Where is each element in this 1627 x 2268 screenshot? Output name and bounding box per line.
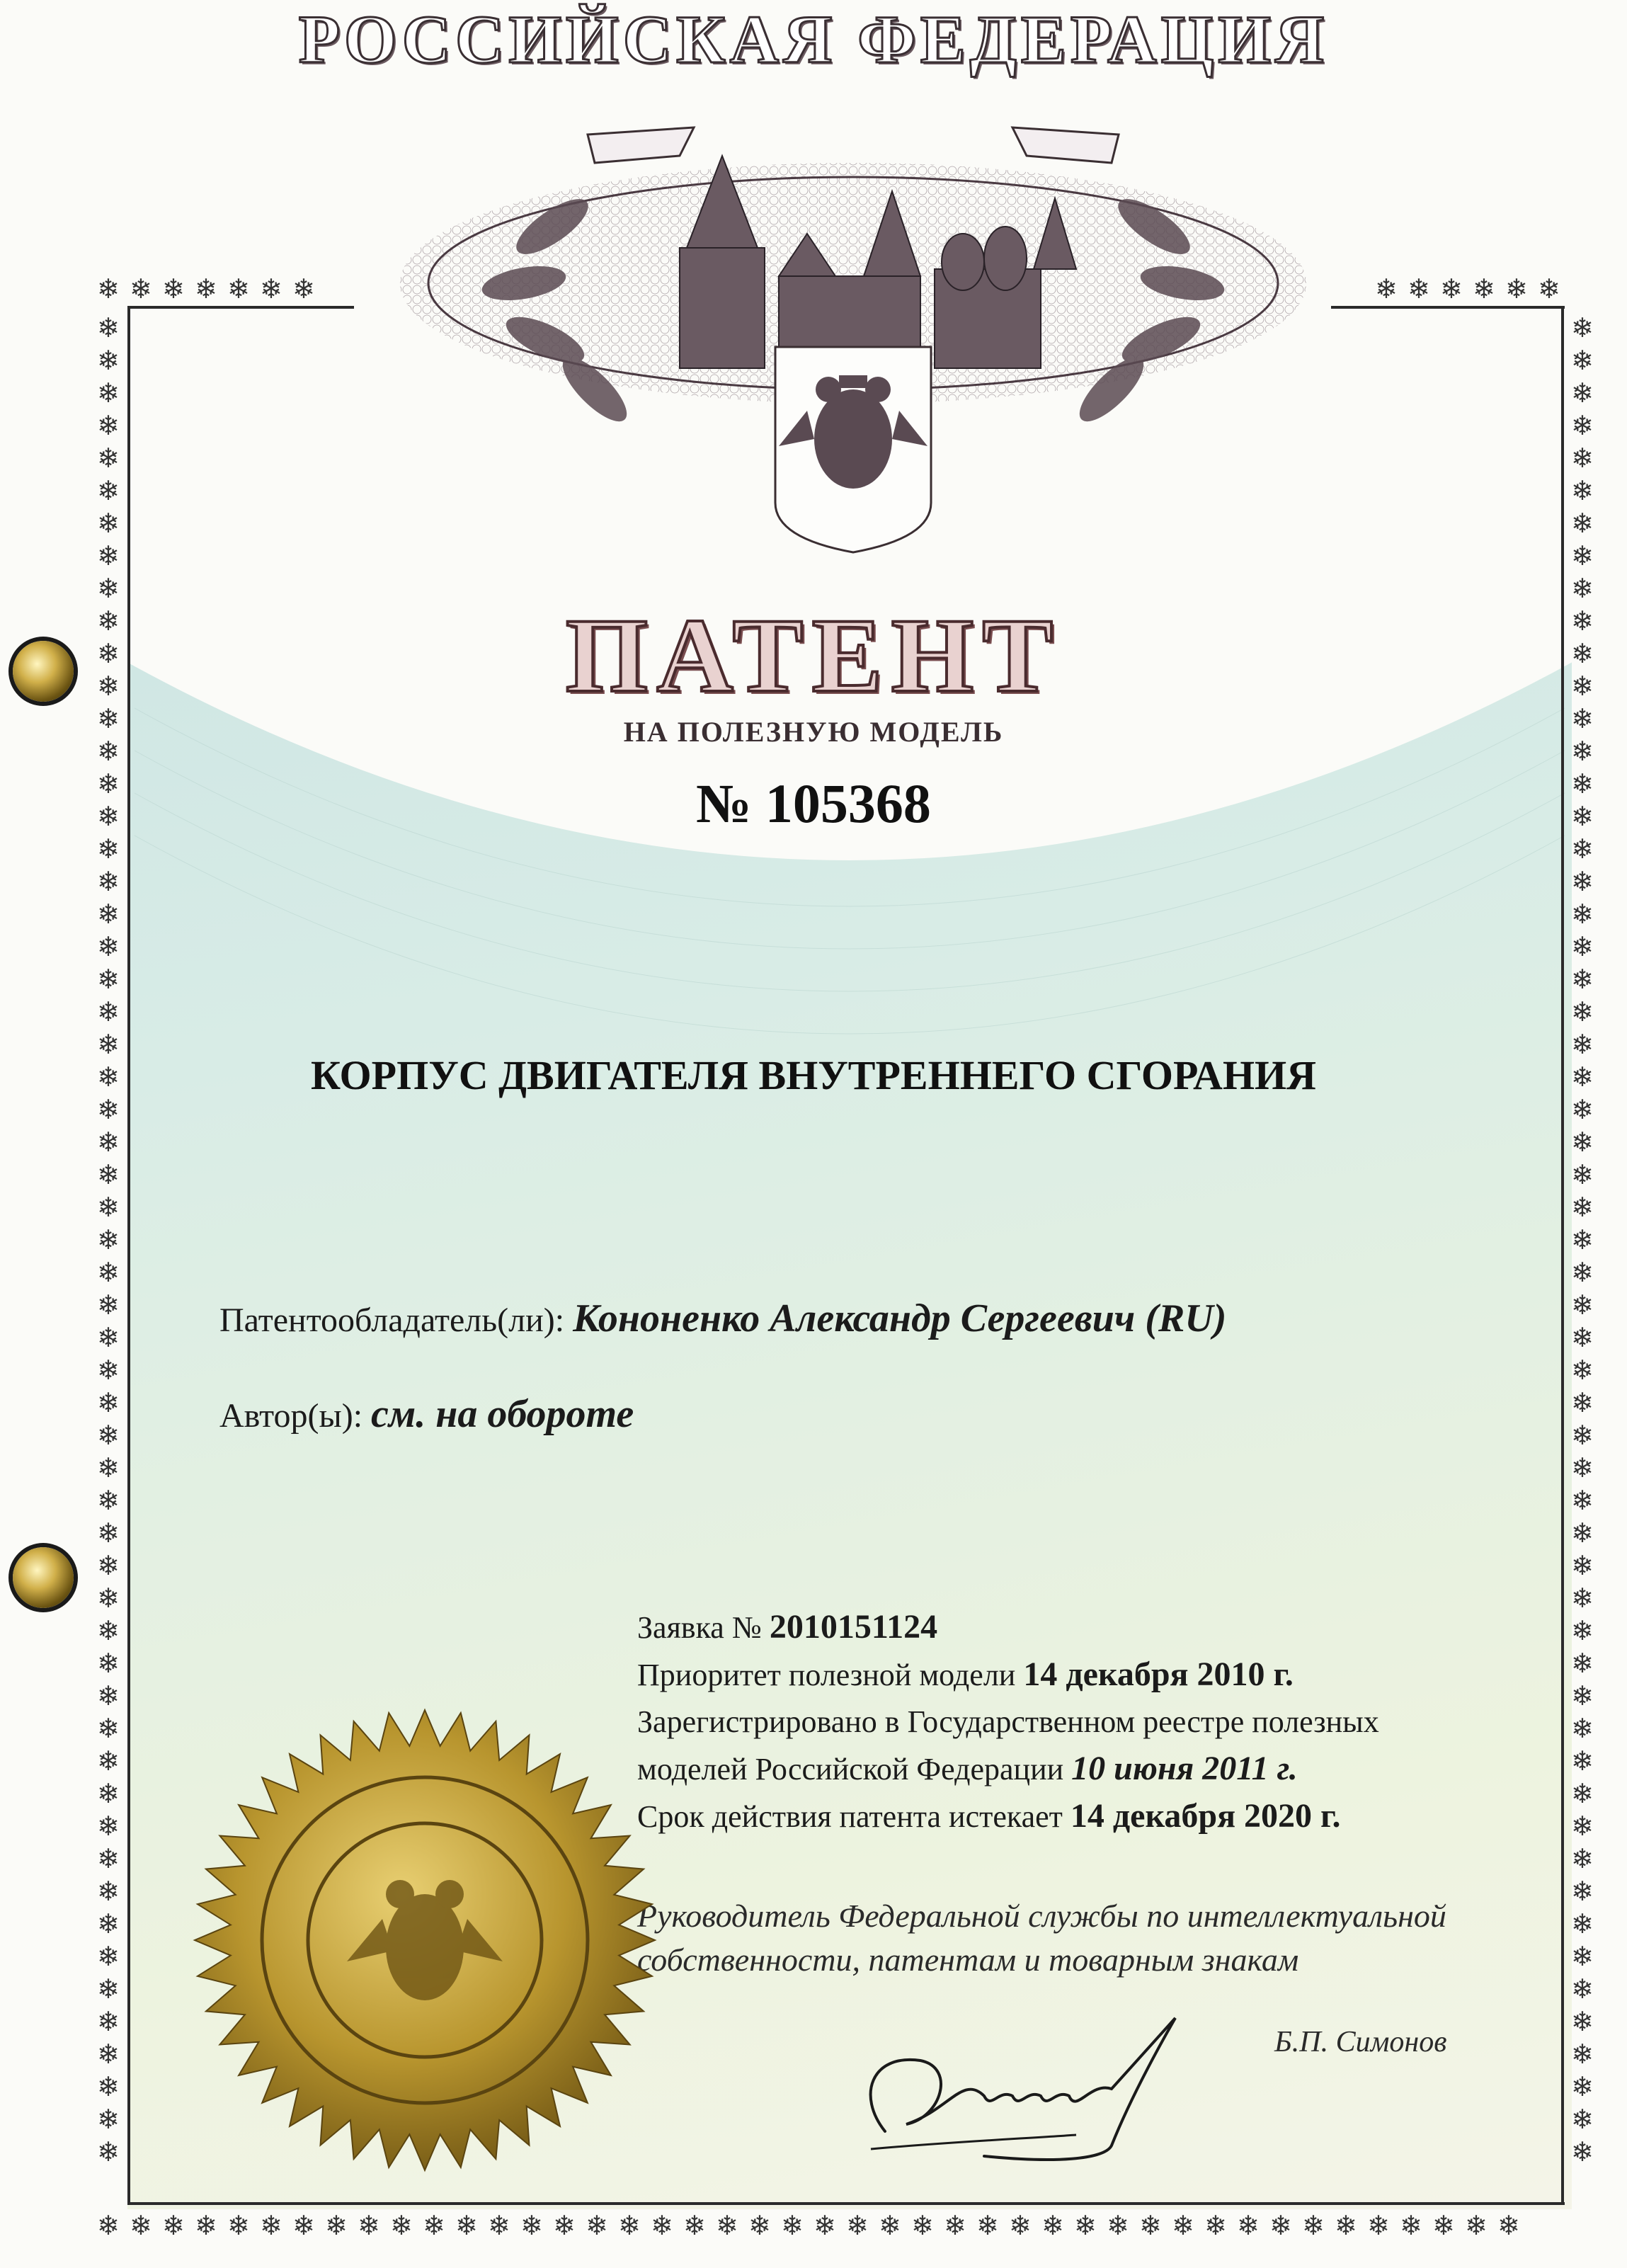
gold-seal-icon (191, 1706, 658, 2174)
snowflake-ornament-icon: ❄ (97, 273, 120, 304)
snowflake-ornament-icon: ❄ (1505, 273, 1528, 304)
snowflake-ornament-icon: ❄ (1571, 605, 1594, 637)
snowflake-ornament-icon: ❄ (390, 2210, 413, 2241)
snowflake-ornament-icon: ❄ (1571, 1355, 1594, 1386)
snowflake-ornament-icon: ❄ (1571, 1289, 1594, 1321)
snowflake-ornament-icon: ❄ (227, 2210, 250, 2241)
snowflake-ornament-icon: ❄ (586, 2210, 608, 2241)
snowflake-ornament-icon: ❄ (748, 2210, 771, 2241)
snowflake-ornament-icon: ❄ (488, 2210, 510, 2241)
snowflake-ornament-icon: ❄ (716, 2210, 738, 2241)
snowflake-ornament-icon: ❄ (97, 1648, 120, 1679)
author-value: см. на обороте (371, 1392, 634, 1436)
snowflake-ornament-icon: ❄ (97, 1224, 120, 1255)
snowflake-ornament-icon: ❄ (97, 671, 120, 702)
snowflake-ornament-icon: ❄ (1571, 1876, 1594, 1907)
snowflake-ornament-icon: ❄ (195, 273, 217, 304)
snowflake-ornament-icon: ❄ (97, 540, 120, 571)
snowflake-ornament-icon: ❄ (1571, 508, 1594, 539)
snowflake-ornament-icon: ❄ (97, 1615, 120, 1646)
snowflake-ornament-icon: ❄ (1041, 2210, 1064, 2241)
snowflake-ornament-icon: ❄ (292, 273, 315, 304)
snowflake-ornament-icon: ❄ (1571, 964, 1594, 995)
holder-value: Кононенко Александр Сергеевич (RU) (573, 1297, 1227, 1340)
snowflake-ornament-icon: ❄ (162, 273, 185, 304)
registered-line-1: Зарегистрировано в Государственном реестре полезных (637, 1704, 1379, 1739)
author-line (219, 1391, 634, 1437)
snowflake-ornament-icon: ❄ (1302, 2210, 1325, 2241)
holder-line (219, 1296, 1226, 1341)
snowflake-ornament-icon: ❄ (97, 1485, 120, 1516)
snowflake-ornament-icon: ❄ (97, 1061, 120, 1093)
snowflake-ornament-icon: ❄ (97, 1778, 120, 1809)
snowflake-ornament-icon: ❄ (1571, 573, 1594, 604)
signatory-title-line-1: Руководитель Федеральной службы по интеллектуальной (637, 1898, 1446, 1934)
patent-number: № 105368 (696, 773, 931, 834)
snowflake-ornament-icon: ❄ (97, 410, 120, 441)
snowflake-ornament-icon: ❄ (97, 736, 120, 767)
registered-label: моделей Российской Федерации (637, 1752, 1064, 1787)
snowflake-ornament-icon: ❄ (97, 377, 120, 409)
snowflake-ornament-icon: ❄ (97, 866, 120, 897)
snowflake-ornament-icon: ❄ (97, 2210, 120, 2241)
priority-line (637, 1651, 1379, 1699)
snowflake-ornament-icon: ❄ (1473, 273, 1495, 304)
snowflake-ornament-icon: ❄ (1571, 1224, 1594, 1255)
snowflake-ornament-icon: ❄ (1571, 2136, 1594, 2167)
snowflake-ornament-icon: ❄ (130, 273, 152, 304)
patent-title: ПАТЕНТ (565, 597, 1062, 714)
snowflake-ornament-icon: ❄ (1172, 2210, 1194, 2241)
snowflake-ornament-icon: ❄ (97, 1745, 120, 1777)
snowflake-ornament-icon: ❄ (1408, 273, 1430, 304)
snowflake-ornament-icon: ❄ (97, 1973, 120, 2005)
snowflake-ornament-icon: ❄ (97, 2071, 120, 2102)
priority-value: 14 декабря 2010 г. (1023, 1656, 1294, 1693)
snowflake-ornament-icon: ❄ (1571, 475, 1594, 506)
snowflake-ornament-icon: ❄ (1571, 540, 1594, 571)
snowflake-ornament-icon: ❄ (1571, 1973, 1594, 2005)
snowflake-ornament-icon: ❄ (292, 2210, 315, 2241)
snowflake-ornament-icon: ❄ (1571, 768, 1594, 799)
snowflake-ornament-icon: ❄ (1571, 1583, 1594, 1614)
border-line-right (1561, 306, 1564, 2204)
snowflake-ornament-icon: ❄ (781, 2210, 804, 2241)
snowflake-ornament-icon: ❄ (97, 475, 120, 506)
patent-subtitle: НА ПОЛЕЗНУЮ МОДЕЛЬ (623, 716, 1004, 748)
snowflake-ornament-icon: ❄ (260, 273, 282, 304)
snowflake-ornament-icon: ❄ (97, 1583, 120, 1614)
expiry-value: 14 декабря 2020 г. (1070, 1797, 1341, 1835)
expiry-line (637, 1793, 1379, 1840)
snowflake-ornament-icon: ❄ (1571, 1941, 1594, 1972)
snowflake-ornament-icon: ❄ (1571, 2104, 1594, 2135)
snowflake-ornament-icon: ❄ (1571, 2006, 1594, 2037)
snowflake-ornament-icon: ❄ (1571, 1615, 1594, 1646)
snowflake-ornament-icon: ❄ (1375, 273, 1398, 304)
snowflake-ornament-icon: ❄ (814, 2210, 836, 2241)
kremlin-wreath-emblem-icon (382, 106, 1324, 559)
snowflake-ornament-icon: ❄ (97, 931, 120, 962)
snowflake-ornament-icon: ❄ (1571, 410, 1594, 441)
snowflake-ornament-icon: ❄ (97, 2006, 120, 2037)
snowflake-ornament-icon: ❄ (911, 2210, 934, 2241)
snowflake-ornament-icon: ❄ (846, 2210, 869, 2241)
snowflake-ornament-icon: ❄ (1571, 1452, 1594, 1483)
snowflake-ornament-icon: ❄ (879, 2210, 901, 2241)
snowflake-ornament-icon: ❄ (520, 2210, 543, 2241)
snowflake-ornament-icon: ❄ (97, 703, 120, 734)
snowflake-ornament-icon: ❄ (1571, 736, 1594, 767)
snowflake-ornament-icon: ❄ (97, 1876, 120, 1907)
snowflake-ornament-icon: ❄ (1571, 2039, 1594, 2070)
snowflake-ornament-icon: ❄ (1465, 2210, 1488, 2241)
snowflake-ornament-icon: ❄ (1571, 1192, 1594, 1223)
snowflake-ornament-icon: ❄ (97, 1843, 120, 1874)
snowflake-ornament-icon: ❄ (97, 1322, 120, 1353)
snowflake-ornament-icon: ❄ (97, 1127, 120, 1158)
snowflake-ornament-icon: ❄ (97, 899, 120, 930)
signatory-name: Б.П. Симонов (1274, 2026, 1447, 2058)
snowflake-ornament-icon: ❄ (1571, 1127, 1594, 1158)
snowflake-ornament-icon: ❄ (618, 2210, 641, 2241)
snowflake-ornament-icon: ❄ (1571, 312, 1594, 343)
snowflake-ornament-icon: ❄ (1571, 899, 1594, 930)
snowflake-ornament-icon: ❄ (1571, 866, 1594, 897)
snowflake-ornament-icon: ❄ (1571, 703, 1594, 734)
border-line-top-right (1331, 306, 1565, 309)
border-line-top-left (127, 306, 354, 309)
border-top-right (1370, 273, 1565, 305)
snowflake-ornament-icon: ❄ (97, 605, 120, 637)
snowflake-ornament-icon: ❄ (944, 2210, 966, 2241)
handwritten-signature-icon (843, 1990, 1211, 2174)
snowflake-ornament-icon: ❄ (97, 1289, 120, 1321)
snowflake-ornament-icon: ❄ (455, 2210, 478, 2241)
snowflake-ornament-icon: ❄ (97, 1192, 120, 1223)
snowflake-ornament-icon: ❄ (97, 1517, 120, 1549)
snowflake-ornament-icon: ❄ (97, 1159, 120, 1190)
border-line-left (127, 306, 130, 2204)
snowflake-ornament-icon: ❄ (1497, 2210, 1520, 2241)
country-heading: РОССИЙСКАЯ ФЕДЕРАЦИЯ (298, 1, 1329, 77)
snowflake-ornament-icon: ❄ (1571, 1811, 1594, 1842)
registration-block (637, 1604, 1379, 1840)
registered-value: 10 июня 2011 г. (1071, 1750, 1298, 1787)
holder-label: Патентообладатель(ли): (219, 1301, 565, 1339)
binder-hole-icon (13, 1547, 74, 1608)
snowflake-ornament-icon: ❄ (97, 1680, 120, 1711)
snowflake-ornament-icon: ❄ (423, 2210, 445, 2241)
border-line-bottom (127, 2202, 1565, 2205)
snowflake-ornament-icon: ❄ (1571, 1745, 1594, 1777)
snowflake-ornament-icon: ❄ (97, 768, 120, 799)
snowflake-ornament-icon: ❄ (97, 345, 120, 376)
border-top-left (92, 273, 320, 305)
snowflake-ornament-icon: ❄ (1571, 996, 1594, 1027)
expiry-label: Срок действия патента истекает (637, 1799, 1063, 1834)
snowflake-ornament-icon: ❄ (97, 1713, 120, 1744)
snowflake-ornament-icon: ❄ (97, 1387, 120, 1418)
signatory-title-line-2: собственности, патентам и товарным знакам (637, 1942, 1299, 1978)
snowflake-ornament-icon: ❄ (97, 1029, 120, 1060)
snowflake-ornament-icon: ❄ (97, 573, 120, 604)
border-left (92, 312, 125, 2168)
snowflake-ornament-icon: ❄ (1571, 801, 1594, 832)
snowflake-ornament-icon: ❄ (1335, 2210, 1357, 2241)
snowflake-ornament-icon: ❄ (195, 2210, 217, 2241)
snowflake-ornament-icon: ❄ (1571, 1061, 1594, 1093)
snowflake-ornament-icon: ❄ (976, 2210, 999, 2241)
snowflake-ornament-icon: ❄ (1571, 1680, 1594, 1711)
priority-label: Приоритет полезной модели (637, 1658, 1016, 1692)
snowflake-ornament-icon: ❄ (1571, 1485, 1594, 1516)
snowflake-ornament-icon: ❄ (1571, 1094, 1594, 1125)
snowflake-ornament-icon: ❄ (1571, 1517, 1594, 1549)
snowflake-ornament-icon: ❄ (553, 2210, 576, 2241)
snowflake-ornament-icon: ❄ (1074, 2210, 1097, 2241)
snowflake-ornament-icon: ❄ (1571, 1843, 1594, 1874)
snowflake-ornament-icon: ❄ (1009, 2210, 1032, 2241)
snowflake-ornament-icon: ❄ (1571, 1420, 1594, 1451)
snowflake-ornament-icon: ❄ (1571, 638, 1594, 669)
snowflake-ornament-icon: ❄ (683, 2210, 706, 2241)
snowflake-ornament-icon: ❄ (1269, 2210, 1292, 2241)
snowflake-ornament-icon: ❄ (97, 996, 120, 1027)
snowflake-ornament-icon: ❄ (1571, 1908, 1594, 1939)
snowflake-ornament-icon: ❄ (97, 443, 120, 474)
snowflake-ornament-icon: ❄ (1571, 1778, 1594, 1809)
author-label: Автор(ы): (219, 1397, 363, 1435)
snowflake-ornament-icon: ❄ (358, 2210, 380, 2241)
snowflake-ornament-icon: ❄ (1571, 1322, 1594, 1353)
snowflake-ornament-icon: ❄ (1432, 2210, 1455, 2241)
application-line (637, 1604, 1379, 1651)
snowflake-ornament-icon: ❄ (97, 1811, 120, 1842)
border-right (1566, 312, 1599, 2168)
snowflake-ornament-icon: ❄ (1571, 931, 1594, 962)
snowflake-ornament-icon: ❄ (1440, 273, 1463, 304)
snowflake-ornament-icon: ❄ (97, 964, 120, 995)
snowflake-ornament-icon: ❄ (97, 801, 120, 832)
snowflake-ornament-icon: ❄ (130, 2210, 152, 2241)
snowflake-ornament-icon: ❄ (1571, 2071, 1594, 2102)
invention-title: КОРПУС ДВИГАТЕЛЯ ВНУТРЕННЕГО СГОРАНИЯ (310, 1052, 1317, 1098)
snowflake-ornament-icon: ❄ (1538, 273, 1560, 304)
snowflake-ornament-icon: ❄ (97, 833, 120, 865)
snowflake-ornament-icon: ❄ (97, 2136, 120, 2167)
snowflake-ornament-icon: ❄ (97, 1355, 120, 1386)
snowflake-ornament-icon: ❄ (1571, 1550, 1594, 1581)
application-label: Заявка № (637, 1610, 762, 1645)
signatory-title (637, 1894, 1446, 1982)
snowflake-ornament-icon: ❄ (97, 312, 120, 343)
snowflake-ornament-icon: ❄ (1237, 2210, 1260, 2241)
snowflake-ornament-icon: ❄ (325, 2210, 348, 2241)
registered-line-2 (637, 1745, 1379, 1793)
snowflake-ornament-icon: ❄ (97, 2039, 120, 2070)
snowflake-ornament-icon: ❄ (1571, 1159, 1594, 1190)
snowflake-ornament-icon: ❄ (260, 2210, 282, 2241)
snowflake-ornament-icon: ❄ (97, 1550, 120, 1581)
snowflake-ornament-icon: ❄ (1107, 2210, 1129, 2241)
snowflake-ornament-icon: ❄ (651, 2210, 673, 2241)
snowflake-ornament-icon: ❄ (1571, 1713, 1594, 1744)
snowflake-ornament-icon: ❄ (1571, 377, 1594, 409)
snowflake-ornament-icon: ❄ (1400, 2210, 1422, 2241)
snowflake-ornament-icon: ❄ (162, 2210, 185, 2241)
snowflake-ornament-icon: ❄ (1571, 1257, 1594, 1288)
snowflake-ornament-icon: ❄ (1571, 443, 1594, 474)
snowflake-ornament-icon: ❄ (97, 1094, 120, 1125)
snowflake-ornament-icon: ❄ (1571, 345, 1594, 376)
snowflake-ornament-icon: ❄ (1571, 833, 1594, 865)
snowflake-ornament-icon: ❄ (1367, 2210, 1390, 2241)
application-value: 2010151124 (769, 1608, 938, 1646)
snowflake-ornament-icon: ❄ (1139, 2210, 1162, 2241)
snowflake-ornament-icon: ❄ (97, 1908, 120, 1939)
snowflake-ornament-icon: ❄ (97, 2104, 120, 2135)
snowflake-ornament-icon: ❄ (1571, 1029, 1594, 1060)
snowflake-ornament-icon: ❄ (97, 1452, 120, 1483)
border-bottom (92, 2209, 1525, 2242)
snowflake-ornament-icon: ❄ (1571, 1648, 1594, 1679)
snowflake-ornament-icon: ❄ (97, 1257, 120, 1288)
snowflake-ornament-icon: ❄ (1204, 2210, 1227, 2241)
snowflake-ornament-icon: ❄ (97, 638, 120, 669)
snowflake-ornament-icon: ❄ (1571, 671, 1594, 702)
snowflake-ornament-icon: ❄ (227, 273, 250, 304)
snowflake-ornament-icon: ❄ (97, 1941, 120, 1972)
snowflake-ornament-icon: ❄ (97, 508, 120, 539)
snowflake-ornament-icon: ❄ (1571, 1387, 1594, 1418)
snowflake-ornament-icon: ❄ (97, 1420, 120, 1451)
